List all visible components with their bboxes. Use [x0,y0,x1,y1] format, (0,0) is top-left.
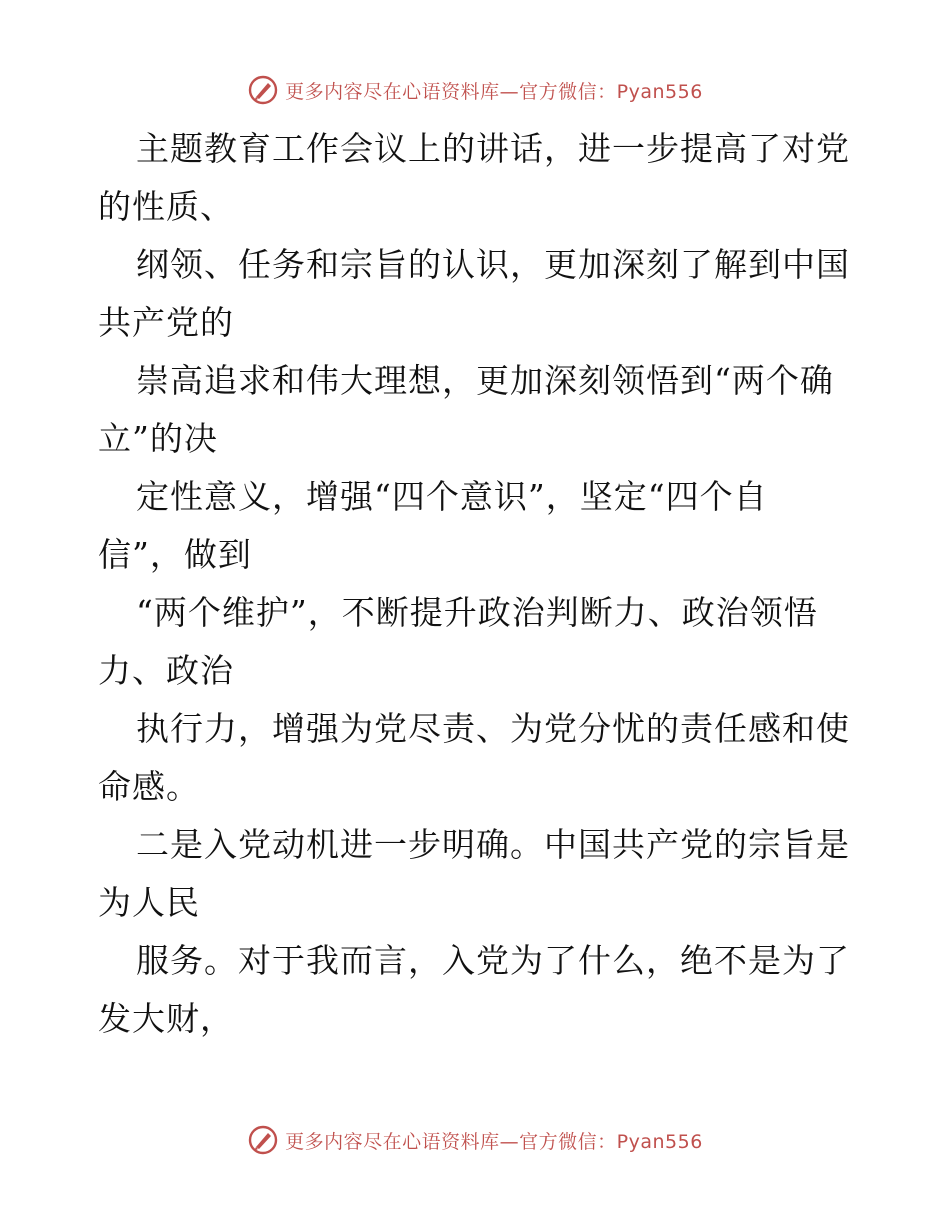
text-line: 力、政治 [98,651,234,690]
text-line: 定性意义，增强“四个意识”，坚定“四个自 [136,477,768,516]
watermark-text: 更多内容尽在心语资料库—官方微信：Pyan556 [285,1130,703,1153]
watermark-text: 更多内容尽在心语资料库—官方微信：Pyan556 [285,80,703,103]
pen-seal-logo-icon [247,74,279,106]
text-line: 执行力，增强为党尽责、为党分忧的责任感和使 [136,709,850,748]
text-line: “两个维护”，不断提升政治判断力、政治领悟 [136,593,818,632]
pen-seal-logo-icon [247,1124,279,1156]
text-line: 纲领、任务和宗旨的认识，更加深刻了解到中国 [136,245,850,284]
text-line: 为人民 [98,883,200,922]
text-line: 发大财， [98,999,234,1038]
text-line: 共产党的 [98,303,234,342]
text-line: 的性质、 [98,187,234,226]
text-line: 立”的决 [98,419,218,458]
text-line: 主题教育工作会议上的讲话，进一步提高了对党 [136,129,850,168]
text-line: 命感。 [98,767,200,806]
text-line: 二是入党动机进一步明确。中国共产党的宗旨是 [136,825,850,864]
header-watermark [0,72,950,108]
text-line: 崇高追求和伟大理想，更加深刻领悟到“两个确 [136,361,834,400]
text-line: 服务。对于我而言，入党为了什么，绝不是为了 [136,941,850,980]
text-line: 信”，做到 [98,535,252,574]
footer-watermark [0,1122,950,1158]
document-body [98,120,858,1048]
